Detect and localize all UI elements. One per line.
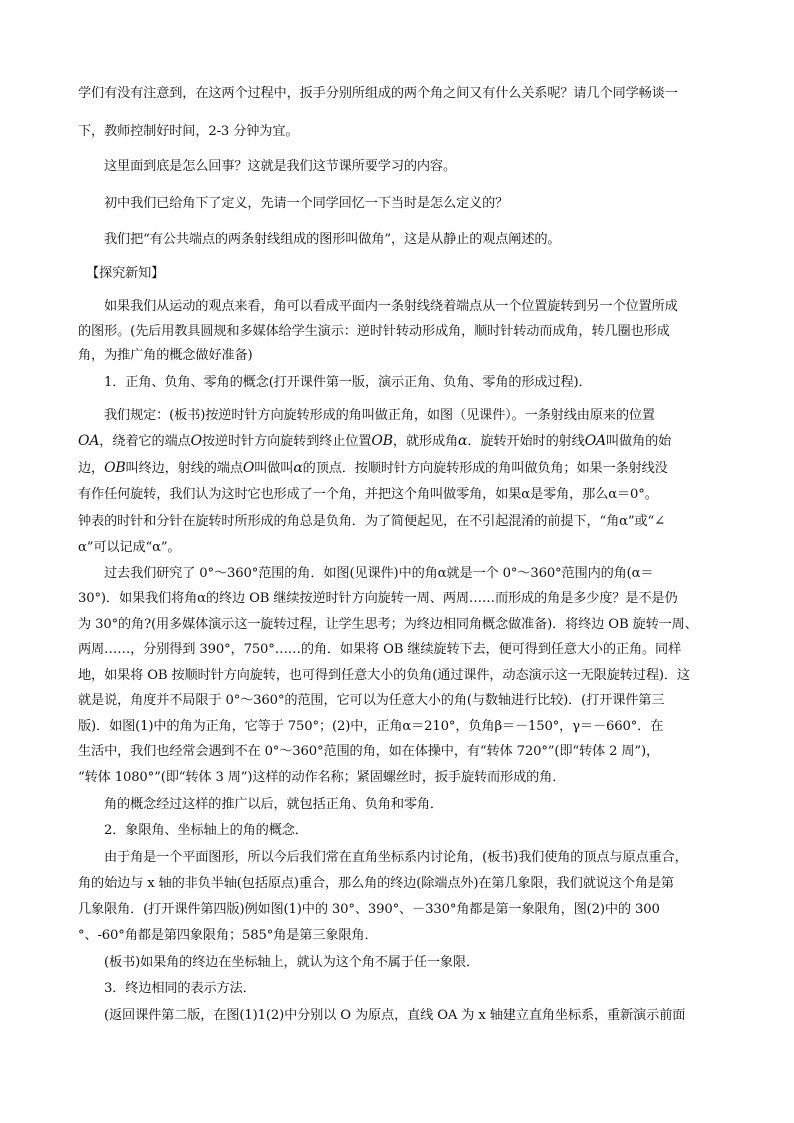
text-line: 生活中，我们也经常会遇到不在 0°～360°范围的角，如在体操中，有“转体 720°”(即“转体 2 周”)， (78, 744, 660, 759)
text-line: 下，教师控制好时间，2-3 分钟为宜。 (78, 124, 299, 139)
math-O: O (242, 460, 255, 476)
math-OA: OA (78, 433, 100, 449)
text-line: 地，如果将 OB 按顺时针方向旋转，也可得到任意大小的负角(通过课件，动态演示这一无限旋转过程)．这 (78, 668, 690, 683)
math-alpha: α (293, 460, 303, 476)
math-O: O (190, 433, 202, 449)
text-line: 钟表的时针和分针在旋转时所形成的角总是负角．为了简便起见，在不引起混淆的前提下，“角α”或“∠ (78, 514, 666, 529)
text-line: 角的始边与 x 轴的非负半轴(包括原点)重合，那么角的终边(除端点外)在第几象限，我们就说这个角是第 (78, 876, 674, 891)
text-line: 版)．如图(1)中的角为正角，它等于 750°；(2)中，正角α＝210°，负角β＝－150°，γ＝－660°．在 (78, 719, 664, 734)
text-line: 角的概念经过这样的推广以后，就包括正角、负角和零角． (104, 797, 443, 812)
math-OB: OB (371, 433, 393, 449)
text-line: 有作任何旋转，我们认为这时它也形成了一个角，并把这个角叫做零角，如果α是零角，那么α＝0°。 (78, 487, 658, 502)
text-line: 我们规定：(板书)按逆时针方向旋转形成的角叫做正角，如图（见课件）。一条射线由原来的位置 (104, 408, 655, 423)
text-line-with-math: 边，OB叫终边，射线的端点O叫做叫α的顶点．按顺时针方向旋转形成的角叫做负角；如果一条射线没 (78, 460, 668, 476)
text-line: 由于角是一个平面图形，所以今后我们常在直角坐标系内讨论角，(板书)我们使角的顶点与原点重合， (104, 850, 688, 865)
text-line: 角，为推广角的概念做好准备) (78, 348, 253, 363)
math-OB: OB (104, 460, 126, 476)
text-line: 的图形。(先后用教具圆规和多媒体给学生演示：逆时针转动形成角，顺时针转动而成角，转几圈也形成 (78, 324, 670, 339)
text-line: 两周……，分别得到 390°，750°……的角．如果将 OB 继续旋转下去，便可得到任意大小的正角。同样 (78, 642, 682, 657)
text-line: 就是说，角度并不局限于 0°～360°的范围，它可以为任意大小的角(与数轴进行比较)．(打开课件第三 (78, 693, 665, 708)
text-line: 学们有没有注意到，在这两个过程中，扳手分别所组成的两个角之间又有什么关系呢？请几个同学畅谈一 (78, 86, 678, 101)
text-line: 过去我们研究了 0°～360°范围的角．如图(见课件)中的角α就是一个 0°～360°范围内的角(α＝ (104, 566, 654, 581)
text-line: 这里面到底是怎么回事？这就是我们这节课所要学习的内容。 (104, 159, 457, 174)
text-line: (返回课件第二版，在图(1)1(2)中分别以 O 为原点，直线 OA 为 x 轴建立直角坐标系，重新演示前面 (104, 1008, 686, 1023)
text-line: 几象限角．(打开课件第四版)例如图(1)中的 30°、390°、－330°角都是第一象限角，图(2)中的 300 (78, 902, 660, 917)
text-line: “转体 1080°”(即“转体 3 周”)这样的动作名称；紧固螺丝时，扳手旋转而形成的角． (78, 770, 566, 785)
text-line: 1．正角、负角、零角的概念(打开课件第一版，演示正角、负角、零角的形成过程)． (104, 375, 592, 390)
text-line: 3．终边相同的表示方法． (104, 981, 256, 996)
math-alpha: α (458, 433, 468, 449)
text-line: 30°)．如果我们将角α的终边 OB 继续按逆时针方向旋转一周、两周……而形成的角是多少度？是不是仍 (78, 591, 678, 606)
text-line: 如果我们从运动的观点来看，角可以看成平面内一条射线绕着端点从一个位置旋转到另一个位置所成 (104, 299, 678, 314)
text-line: 为 30°的角?(用多媒体演示这一旋转过程，让学生思考；为终边相同角概念做准备)．将终边 OB 旋转一周、 (78, 617, 698, 632)
text-line: °、-60°角都是第四象限角；585°角是第三象限角． (78, 928, 378, 943)
text-line: 我们把“有公共端点的两条射线组成的图形叫做角”，这是从静止的观点阐述的。 (104, 232, 561, 247)
text-line: 初中我们已给角下了定义，先请一个同学回忆一下当时是怎么定义的？ (104, 196, 509, 211)
text-line: (板书)如果角的终边在坐标轴上，就认为这个角不属于任一象限． (104, 955, 480, 970)
text-line: α”可以记成“α”。 (78, 540, 181, 555)
text-line: 2．象限角、坐标轴上的角的概念． (104, 823, 308, 838)
text-line-with-math: OA，绕着它的端点O按逆时针方向旋转到终止位置OB，就形成角α．旋转开始时的射线OA叫做角的始 (78, 433, 672, 449)
math-OA: OA (584, 433, 606, 449)
section-heading: 【探究新知】 (86, 266, 165, 281)
